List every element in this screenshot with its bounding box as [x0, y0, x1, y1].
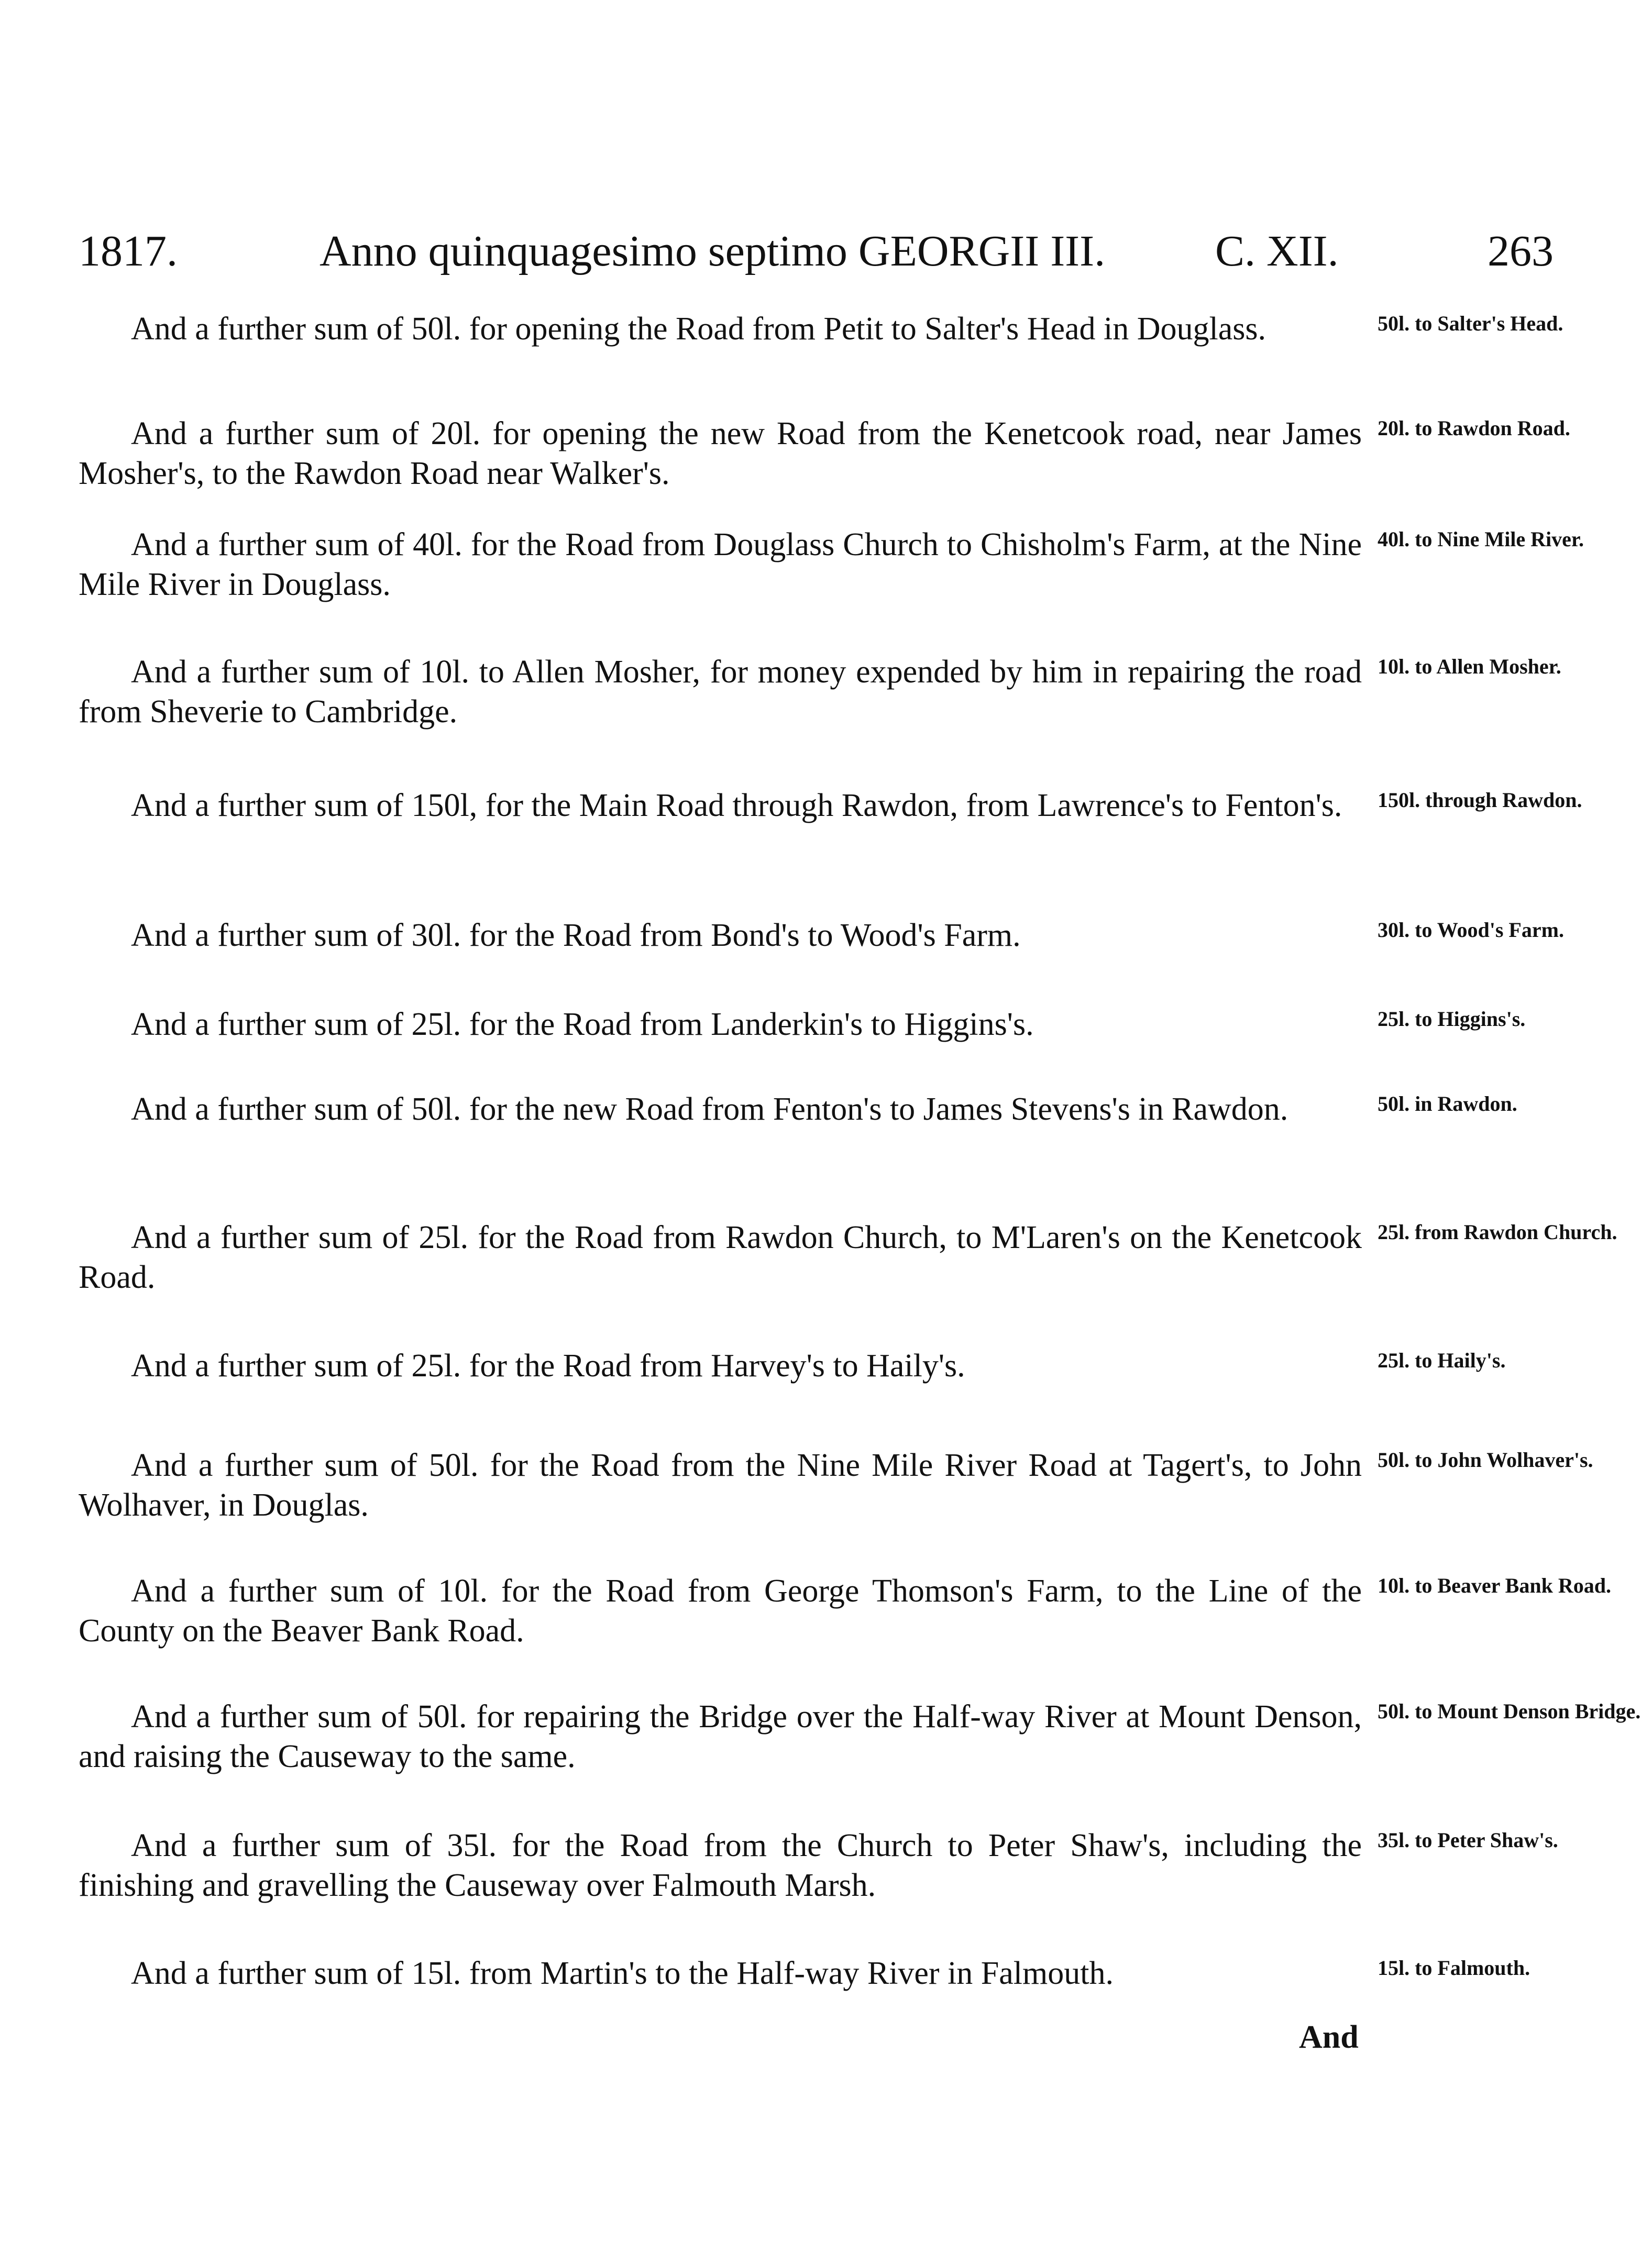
entry-text: And a further sum of 50l. for opening the Road from Petit to Salter's Head in Douglass. — [131, 311, 1266, 347]
page-header — [79, 223, 1561, 280]
entry-text: And a further sum of 35l. for the Road from the Church to Peter Shaw's, including the finishing and gravelling the Causeway over Falmouth Marsh. — [79, 1828, 1362, 1903]
margin-note: 10l. to Allen Mosher. — [1378, 655, 1561, 678]
entry-text: And a further sum of 25l. for the Road from Landerkin's to Higgins's. — [131, 1007, 1034, 1042]
entry-text: And a further sum of 15l. from Martin's to the Half-way River in Falmouth. — [131, 1956, 1114, 1991]
catchword: And — [1299, 2019, 1359, 2055]
margin-note: 50l. in Rawdon. — [1378, 1092, 1517, 1116]
margin-note: 35l. to Peter Shaw's. — [1378, 1828, 1558, 1852]
margin-note: 50l. to John Wolhaver's. — [1378, 1448, 1593, 1472]
entry-text: And a further sum of 10l. to Allen Mosher, for money expended by him in repairing the road from Sheverie to Cambridge. — [79, 654, 1362, 730]
margin-note: 150l. through Rawdon. — [1378, 788, 1582, 812]
margin-note: 30l. to Wood's Farm. — [1378, 918, 1564, 942]
margin-note: 15l. to Falmouth. — [1378, 1956, 1530, 1980]
margin-note: 25l. to Higgins's. — [1378, 1007, 1526, 1031]
entry-text: And a further sum of 25l. for the Road from Rawdon Church, to M'Laren's on the Kenetcook Road. — [79, 1220, 1362, 1295]
margin-note: 10l. to Beaver Bank Road. — [1378, 1574, 1611, 1597]
entry-text: And a further sum of 50l. for repairing the Bridge over the Half-way River at Mount Denson, and raising the Causeway to the same. — [79, 1699, 1362, 1774]
entry-text: And a further sum of 50l. for the new Road from Fenton's to James Stevens's in Rawdon. — [131, 1091, 1288, 1127]
entry-text: And a further sum of 150l, for the Main Road through Rawdon, from Lawrence's to Fenton's. — [131, 788, 1342, 823]
entry-text: And a further sum of 30l. for the Road from Bond's to Wood's Farm. — [131, 918, 1021, 953]
entry-text: And a further sum of 25l. for the Road from Harvey's to Haily's. — [131, 1348, 965, 1384]
entry-text: And a further sum of 10l. for the Road from George Thomson's Farm, to the Line of the County on the Beaver Bank Road. — [79, 1573, 1362, 1649]
header-year: 1817. — [79, 227, 178, 275]
margin-note: 50l. to Salter's Head. — [1378, 312, 1563, 335]
margin-note: 25l. to Haily's. — [1378, 1349, 1506, 1372]
margin-note: 40l. to Nine Mile River. — [1378, 527, 1584, 551]
entry-text: And a further sum of 40l. for the Road from Douglass Church to Chisholm's Farm, at the Nine Mile River in Douglass. — [79, 527, 1362, 602]
margin-note: 50l. to Mount Denson Bridge. — [1378, 1699, 1641, 1723]
entry-text: And a further sum of 50l. for the Road from the Nine Mile River Road at Tagert's, to John Wolhaver, in Douglas. — [79, 1448, 1362, 1523]
page-number: 263 — [1488, 227, 1554, 275]
header-title: Anno quinquagesimo septimo GEORGII III. — [320, 227, 1106, 275]
margin-note: 25l. from Rawdon Church. — [1378, 1220, 1617, 1244]
entry-text: And a further sum of 20l. for opening the new Road from the Kenetcook road, near James Mosher's, to the Rawdon Road near Walker's. — [79, 416, 1362, 491]
header-chapter: C. XII. — [1215, 227, 1339, 275]
margin-note: 20l. to Rawdon Road. — [1378, 416, 1570, 440]
